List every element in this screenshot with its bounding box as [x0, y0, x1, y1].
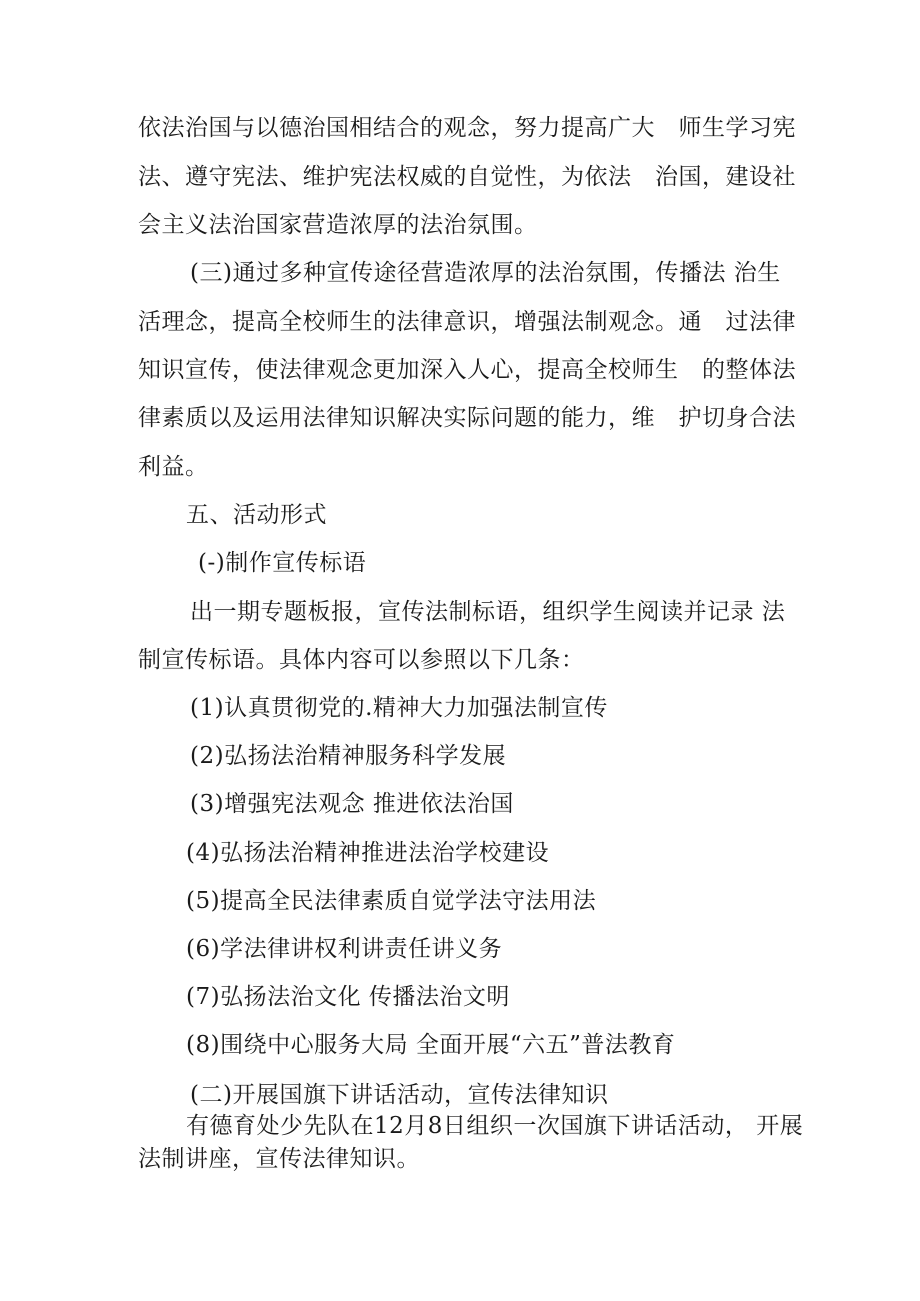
paragraph-line: 会主义法治国家营造浓厚的法治氛围。: [138, 212, 538, 238]
paragraph-line: 法、遵守宪法、维护宪法权威的自觉性，为依法 治国，建设社: [138, 164, 796, 190]
paragraph-line: 活理念，提高全校师生的法律意识，增强法制观念。通 过法律: [138, 309, 796, 335]
paragraph-line: 法制讲座，宣传法律知识。: [138, 1146, 420, 1172]
subsection-heading: (二)开展国旗下讲话活动，宣传法律知识: [190, 1082, 609, 1108]
slogan-item: (1)认真贯彻党的.精神大力加强法制宣传: [190, 695, 608, 721]
paragraph-line: 依法治国与以德治国相结合的观念，努力提高广大 师生学习宪: [138, 115, 796, 141]
slogan-item: (7)弘扬法治文化 传播法治文明: [186, 984, 510, 1010]
paragraph-line: 律素质以及运用法律知识解决实际问题的能力，维 护切身合法: [138, 405, 796, 431]
slogan-item: (4)弘扬法治精神推进法治学校建设: [186, 840, 550, 866]
paragraph-line: 制宣传标语。具体内容可以参照以下几条：: [138, 647, 585, 673]
paragraph-line: 出一期专题板报，宣传法制标语，组织学生阅读并记录 法: [190, 599, 786, 625]
slogan-item: (2)弘扬法治精神服务科学发展: [190, 743, 507, 769]
paragraph-line: 有德育处少先队在12月8日组织一次国旗下讲话活动， 开展: [186, 1113, 804, 1139]
slogan-item: (3)增强宪法观念 推进依法治国: [190, 791, 514, 817]
slogan-item: (5)提高全民法律素质自觉学法守法用法: [186, 888, 597, 914]
section-heading: 五、活动形式: [186, 502, 327, 528]
slogan-item: (8)围绕中心服务大局 全面开展“六五”普法教育: [186, 1032, 676, 1058]
paragraph-line: 利益。: [138, 454, 209, 480]
paragraph-line: 知识宣传，使法律观念更加深入人心，提高全校师生 的整体法: [138, 357, 796, 383]
subsection-heading: (-)制作宣传标语: [198, 550, 367, 576]
slogan-item: (6)学法律讲权利讲责任讲义务: [186, 936, 503, 962]
paragraph-line: (三)通过多种宣传途径营造浓厚的法治氛围，传播法 治生: [190, 260, 781, 286]
